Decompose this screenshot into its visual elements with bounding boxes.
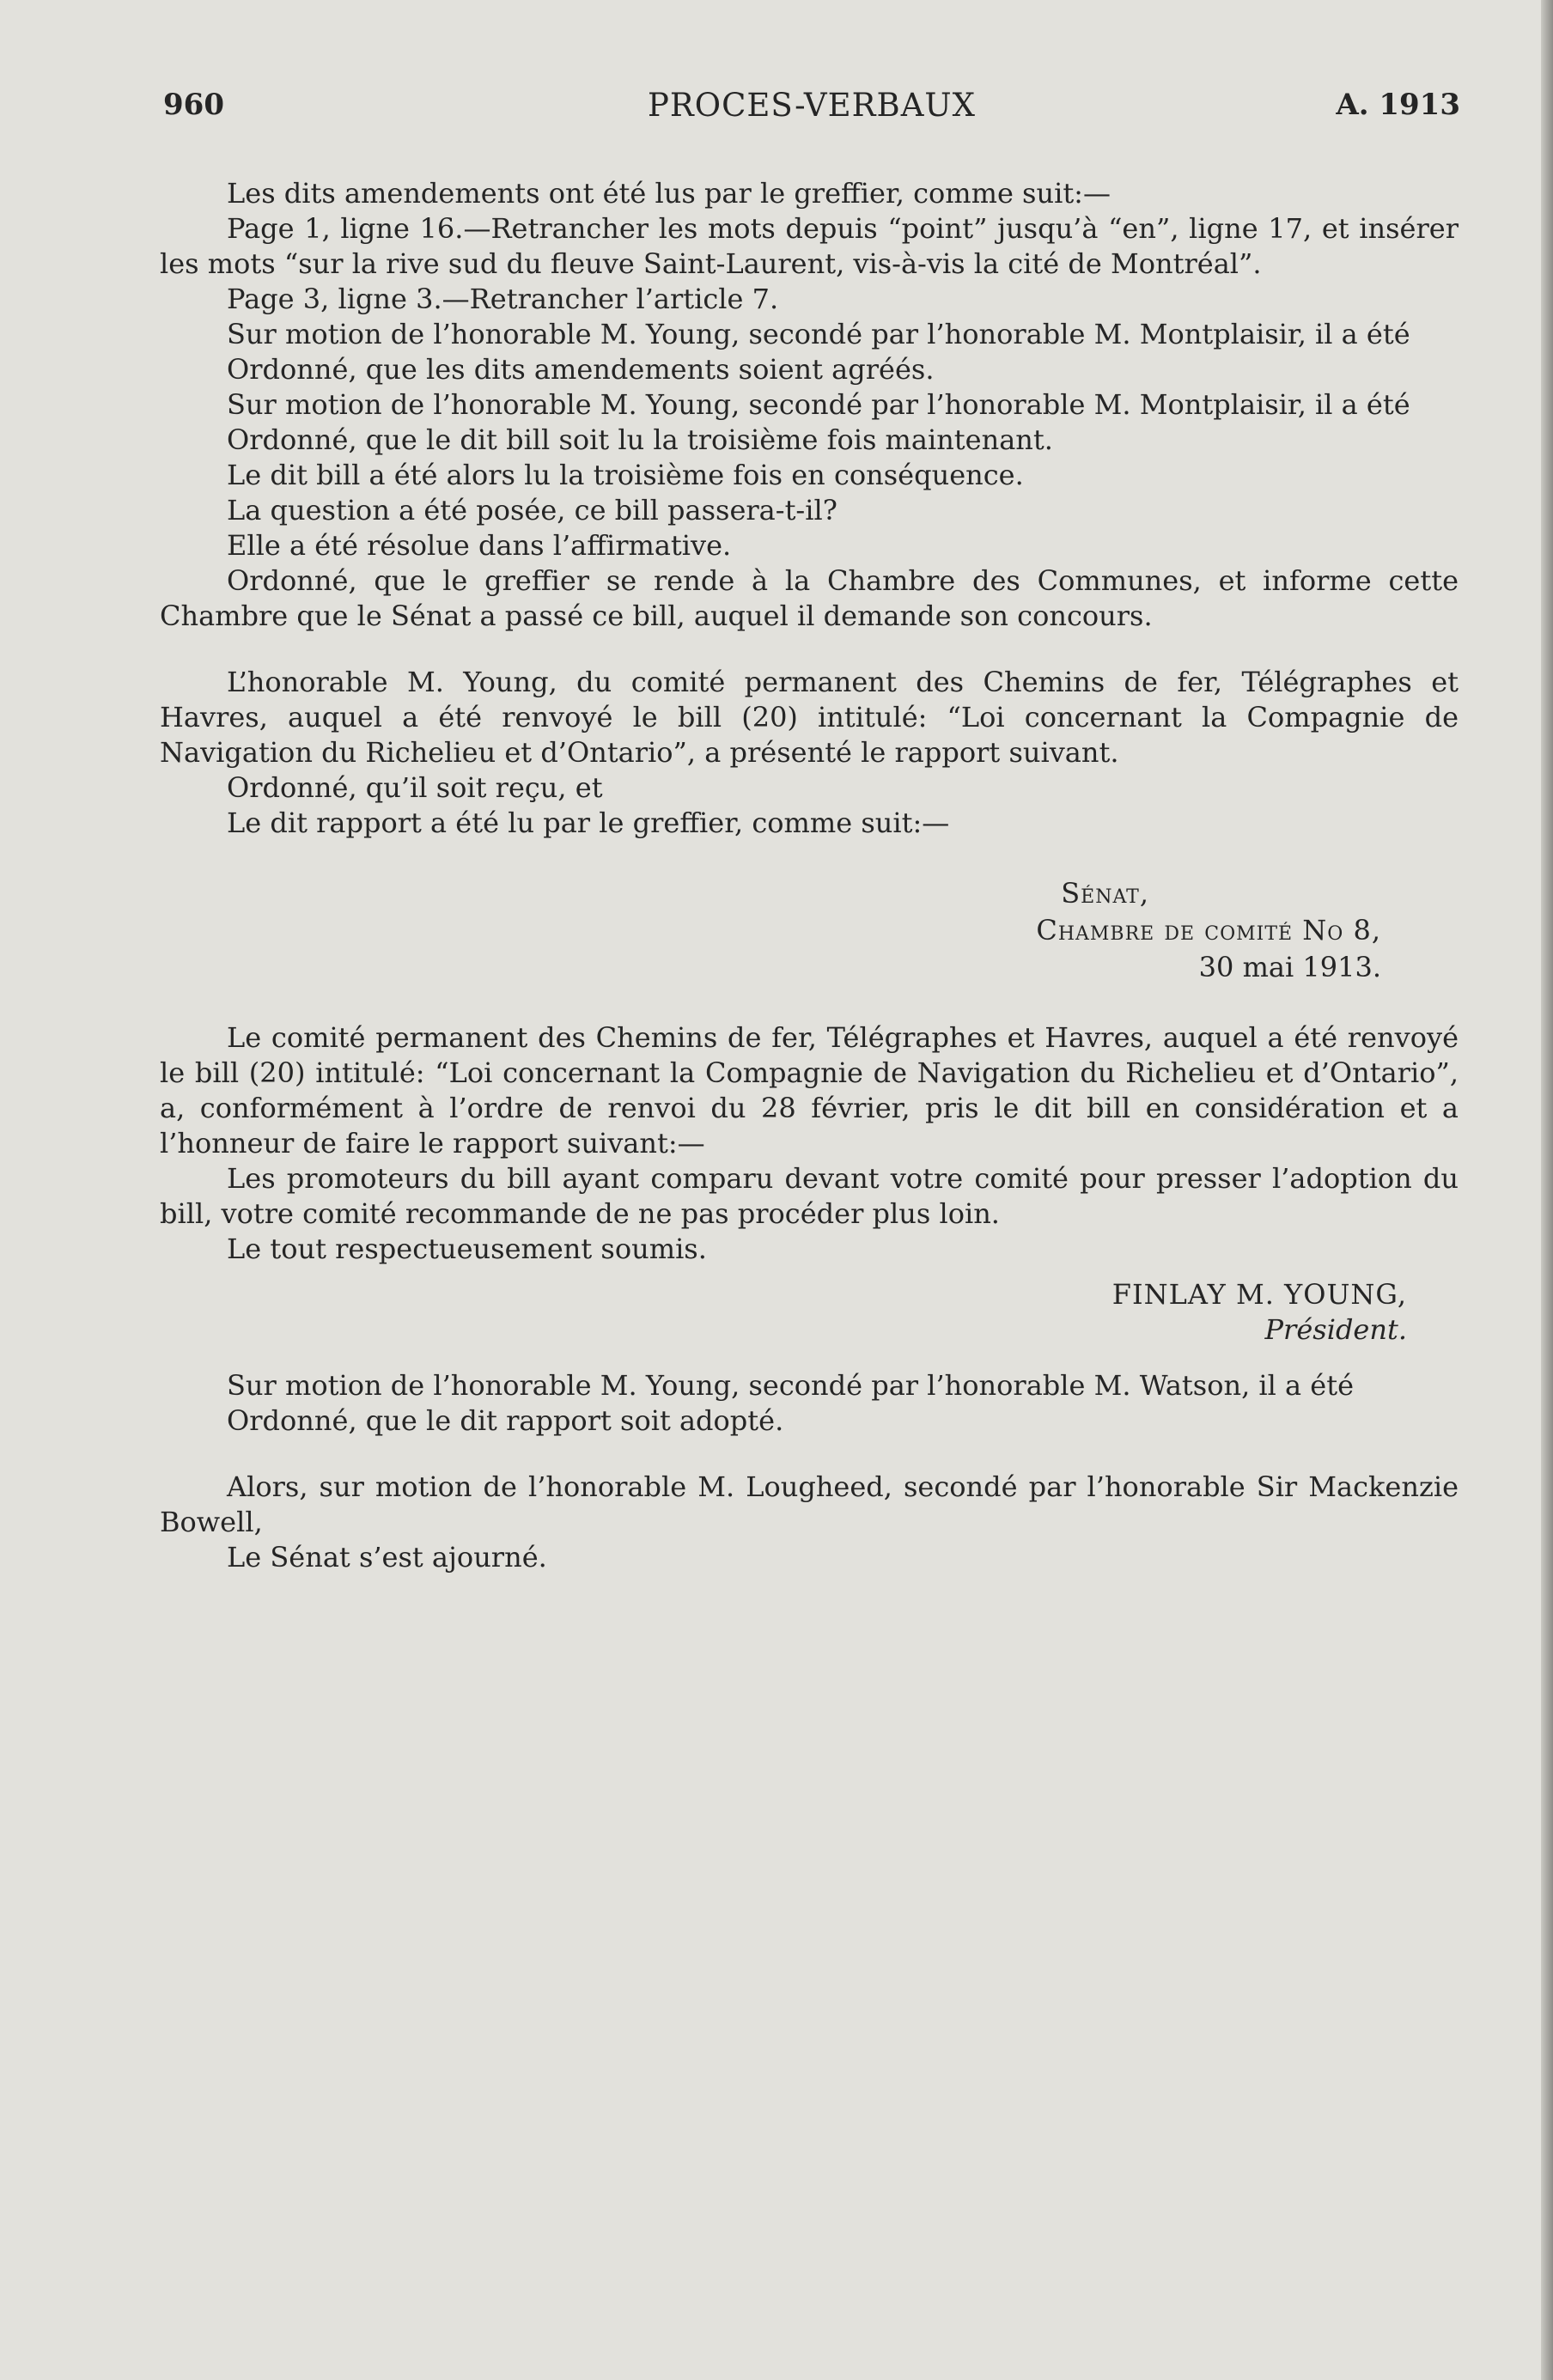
report-paragraph: Le comité permanent des Chemins de fer, Télégraphes et Havres, auquel a été renvoyé le bill (20) intitulé: “Loi concernant la Compagnie de Navigation du Richelieu et d’Ontario”, a, conformément à l’ordre de renvoi du 28 février, pris le dit bill en considération et a l’honneur de faire le rapport suivant:— bbox=[160, 1021, 1459, 1160]
closing-paragraph: Ordonné, que le dit rapport soit adopté. bbox=[227, 1404, 784, 1437]
running-title: PROCES-VERBAUX bbox=[648, 87, 976, 124]
paragraph: Les dits amendements ont été lus par le greffier, comme suit:— bbox=[227, 177, 1111, 210]
page-body bbox=[160, 176, 1459, 1575]
closing-paragraph: Le Sénat s’est ajourné. bbox=[227, 1541, 547, 1573]
report-paragraph: Le tout respectueusement soumis. bbox=[227, 1233, 707, 1265]
report-heading-senat: Sénat, bbox=[1061, 877, 1149, 910]
page-number: 960 bbox=[163, 88, 224, 122]
paragraph: Ordonné, qu’il soit reçu, et bbox=[227, 771, 603, 804]
paragraph: Page 1, ligne 16.—Retrancher les mots depuis “point” jusqu’à “en”, ligne 17, et insérer les mots “sur la rive sud du fleuve Saint-Laurent, vis-à-vis la cité de Montréal”. bbox=[160, 212, 1459, 280]
paragraph: Le dit bill a été alors lu la troisième fois en conséquence. bbox=[227, 459, 1024, 491]
paragraph: Sur motion de l’honorable M. Young, secondé par l’honorable M. Montplaisir, il a été bbox=[227, 318, 1410, 350]
report-heading-chamber-text: Chambre de comité No 8, bbox=[1036, 914, 1381, 947]
closing-paragraph: Sur motion de l’honorable M. Young, secondé par l’honorable M. Watson, il a été bbox=[227, 1369, 1355, 1402]
report-heading-chamber bbox=[160, 912, 1381, 949]
paragraph: Elle a été résolue dans l’affirmative. bbox=[227, 529, 732, 562]
signature-name: FINLAY M. YOUNG, bbox=[1111, 1278, 1407, 1311]
paragraph: Ordonné, que le dit bill soit lu la troisième fois maintenant. bbox=[227, 423, 1053, 456]
closing-paragraph: Alors, sur motion de l’honorable M. Lougheed, secondé par l’honorable Sir Mackenzie Bowell, bbox=[160, 1470, 1459, 1538]
paragraph: Ordonné, que le greffier se rende à la Chambre des Communes, et informe cette Chambre que le Sénat a passé ce bill, auquel il demande son concours. bbox=[160, 564, 1459, 632]
paragraph: Le dit rapport a été lu par le greffier, comme suit:— bbox=[227, 807, 950, 839]
page-edge-shadow bbox=[1541, 0, 1553, 2380]
report-heading bbox=[160, 875, 1459, 986]
paragraph: Sur motion de l’honorable M. Young, secondé par l’honorable M. Montplaisir, il a été bbox=[227, 388, 1410, 421]
report-paragraph: Les promoteurs du bill ayant comparu devant votre comité pour presser l’adoption du bill, votre comité recommande de ne pas procéder plus loin. bbox=[160, 1162, 1459, 1230]
page-header bbox=[163, 88, 1460, 127]
session-year: A. 1913 bbox=[1336, 88, 1460, 122]
signature-block bbox=[160, 1277, 1459, 1348]
paragraph: Page 3, ligne 3.—Retrancher l’article 7. bbox=[227, 283, 779, 315]
signature-title: Président. bbox=[1264, 1313, 1407, 1346]
paragraph: L’honorable M. Young, du comité permanent des Chemins de fer, Télégraphes et Havres, auquel a été renvoyé le bill (20) intitulé: “Loi concernant la Compagnie de Navigation du Richelieu et d’Ontario”, a présenté le rapport suivant. bbox=[160, 666, 1459, 769]
paragraph: Ordonné, que les dits amendements soient agréés. bbox=[227, 353, 935, 386]
paragraph: La question a été posée, ce bill passera-t-il? bbox=[227, 494, 837, 527]
report-heading-date: 30 mai 1913. bbox=[1198, 951, 1381, 983]
